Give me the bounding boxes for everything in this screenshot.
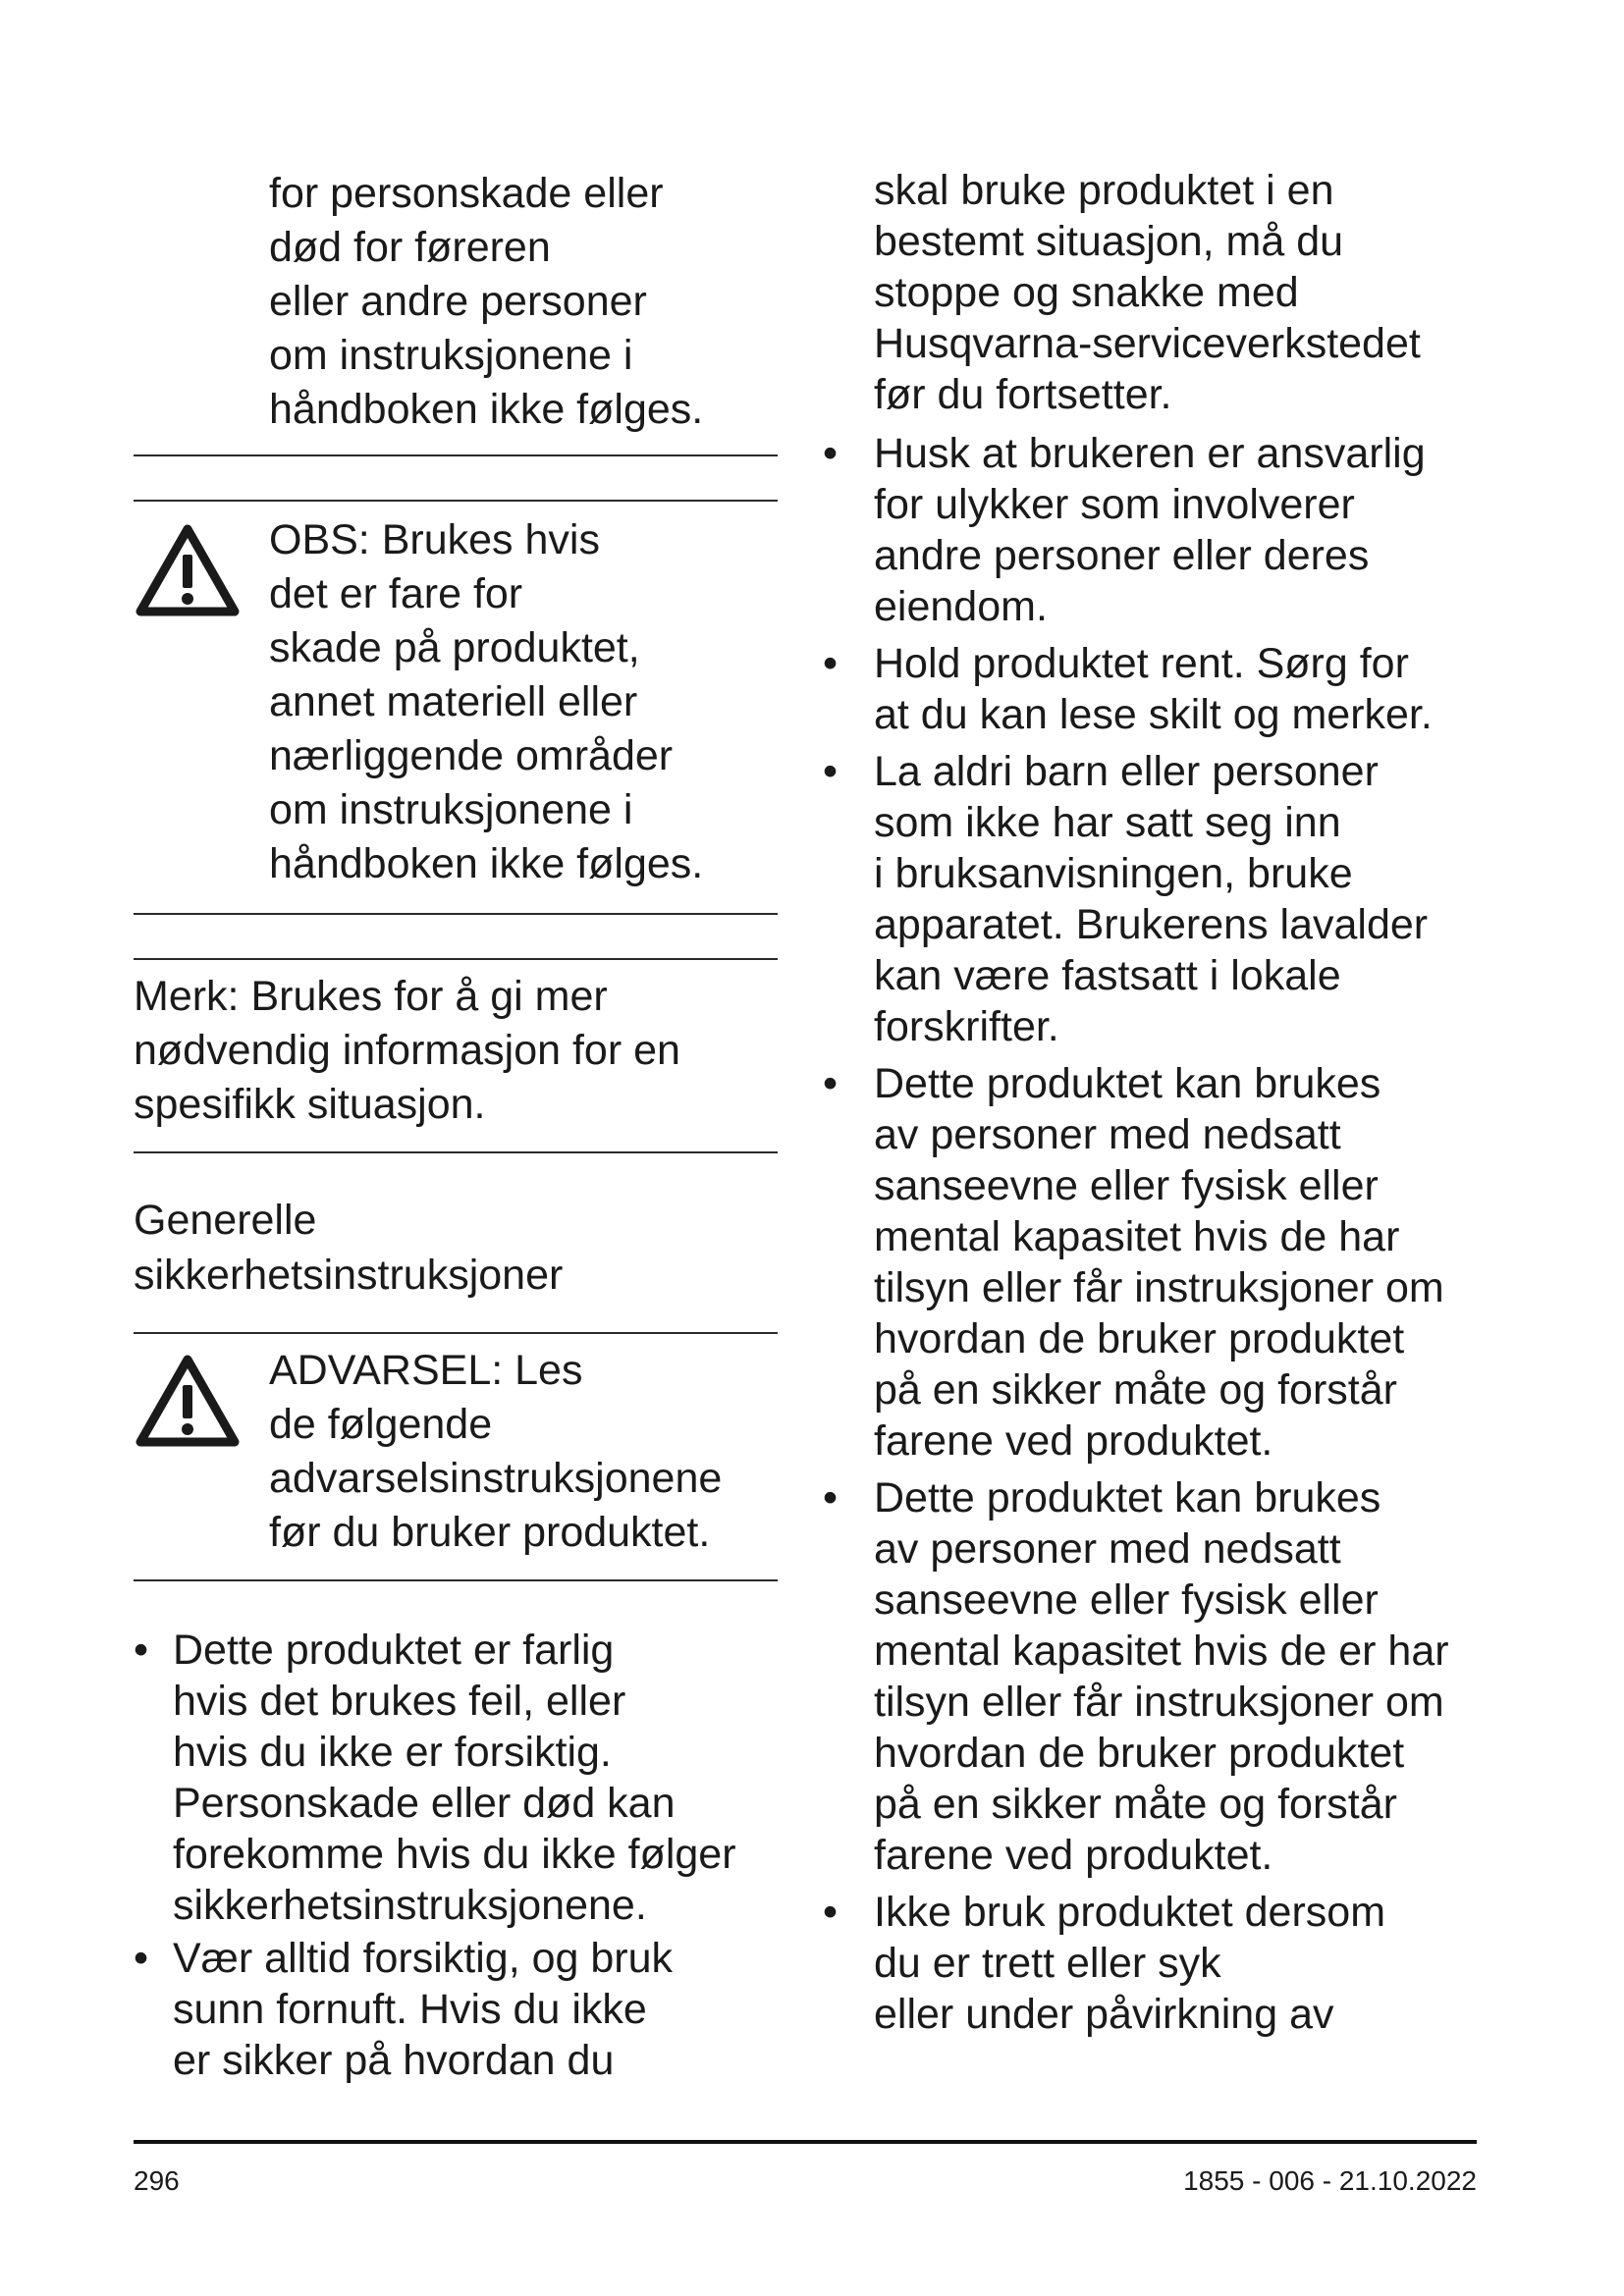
text-line: advarselsinstruksjonene	[269, 1455, 723, 1502]
divider	[134, 1332, 778, 1334]
text-line: nærliggende områder	[269, 732, 674, 779]
text-line: Merk: Brukes for å gi mer	[134, 973, 608, 1020]
obs-label: OBS:	[269, 516, 370, 563]
text-line: håndboken ikke følges.	[269, 386, 704, 433]
section-heading: Generelle sikkerhetsinstruksjoner	[134, 1197, 564, 1299]
obs-notice	[134, 513, 778, 891]
text-line: skade på produktet,	[269, 624, 640, 671]
left-column	[134, 167, 778, 2086]
list-item: • La aldri barn eller personer som ikke har satt seg inn i bruksanvisningen, bruke apparatet. Brukerens lavalder kan være fastsatt i lokale forskrifter.	[823, 748, 1429, 1050]
footer-divider	[134, 2140, 1477, 2144]
text-line: før du bruker produktet.	[269, 1509, 711, 1556]
bullet: •	[823, 640, 839, 687]
text-line: de følgende	[269, 1401, 493, 1448]
safety-list-left	[134, 1625, 778, 2086]
text-line: nødvendig informasjon for en	[134, 1027, 680, 1074]
right-column	[823, 165, 1490, 2040]
warning-continuation	[269, 167, 778, 437]
bullet: •	[823, 748, 839, 795]
list-item: • Ikke bruk produktet dersom du er trett eller syk eller under påvirkning av	[823, 1889, 1386, 2038]
list-item: • Husk at brukeren er ansvarlig for ulykker som involverer andre personer eller deres eiendom.	[823, 430, 1426, 630]
text-line: for personskade eller	[269, 170, 664, 217]
bullet: •	[134, 1627, 149, 1674]
text-line: død for føreren	[269, 224, 551, 271]
warning-triangle-icon	[134, 1352, 242, 1450]
bullet: •	[823, 1889, 839, 1936]
list-item: • Hold produktet rent. Sørg for at du kan lese skilt og merker.	[823, 640, 1433, 738]
text-line: håndboken ikke følges.	[269, 840, 704, 887]
merk-label: Merk:	[134, 973, 240, 1020]
page-number: 296	[134, 2165, 180, 2196]
document-reference: 1855 - 006 - 21.10.2022	[1183, 2165, 1477, 2196]
text-line: spesifikk situasjon.	[134, 1081, 486, 1128]
bullet: •	[823, 1474, 839, 1522]
bullet: •	[134, 1935, 149, 1982]
divider	[134, 500, 778, 502]
warning-triangle-icon	[134, 521, 242, 619]
list-item: • Dette produktet er farlig hvis det brukes feil, eller hvis du ikke er forsiktig. Personskade eller død kan forekomme hvis du ikke følger sikkerhetsinstruksjonene.	[134, 1627, 736, 1929]
text-line: OBS: Brukes hvis	[269, 516, 600, 563]
bullet: •	[823, 1060, 839, 1107]
list-item-continuation: skal bruke produktet i en bestemt situasjon, må du stoppe og snakke med Husqvarna-serviceverkstedet før du fortsetter.	[874, 167, 1421, 418]
list-item: • Vær alltid forsiktig, og bruk sunn fornuft. Hvis du ikke er sikker på hvordan du	[134, 1935, 674, 2084]
divider	[134, 1579, 778, 1581]
divider	[134, 454, 778, 456]
list-item: • Dette produktet kan brukes av personer med nedsatt sanseevne eller fysisk eller mental kapasitet hvis de er har tilsyn eller får instruksjoner om hvordan de bruker produktet på en sikker måte og forstår farene ved produktet.	[823, 1474, 1449, 1879]
advarsel-notice	[134, 1344, 778, 1560]
merk-note	[134, 970, 778, 1132]
divider	[134, 913, 778, 915]
text-line: om instruksjonene i	[269, 332, 633, 379]
text-line: ADVARSEL: Les	[269, 1347, 583, 1394]
obs-text	[269, 513, 703, 891]
advarsel-label: ADVARSEL:	[269, 1347, 504, 1394]
text-line: eller andre personer	[269, 278, 647, 325]
text-line: det er fare for	[269, 570, 523, 617]
safety-list-right	[823, 165, 1490, 2040]
text-line: annet materiell eller	[269, 678, 638, 725]
divider	[134, 1151, 778, 1153]
text-line: om instruksjonene i	[269, 786, 633, 833]
divider	[134, 958, 778, 960]
list-item: • Dette produktet kan brukes av personer med nedsatt sanseevne eller fysisk eller mental kapasitet hvis de har tilsyn eller får instruksjoner om hvordan de bruker produktet på en sikker måte og forstår farene ved produktet.	[823, 1060, 1444, 1465]
bullet: •	[823, 430, 839, 477]
advarsel-text	[269, 1344, 722, 1560]
